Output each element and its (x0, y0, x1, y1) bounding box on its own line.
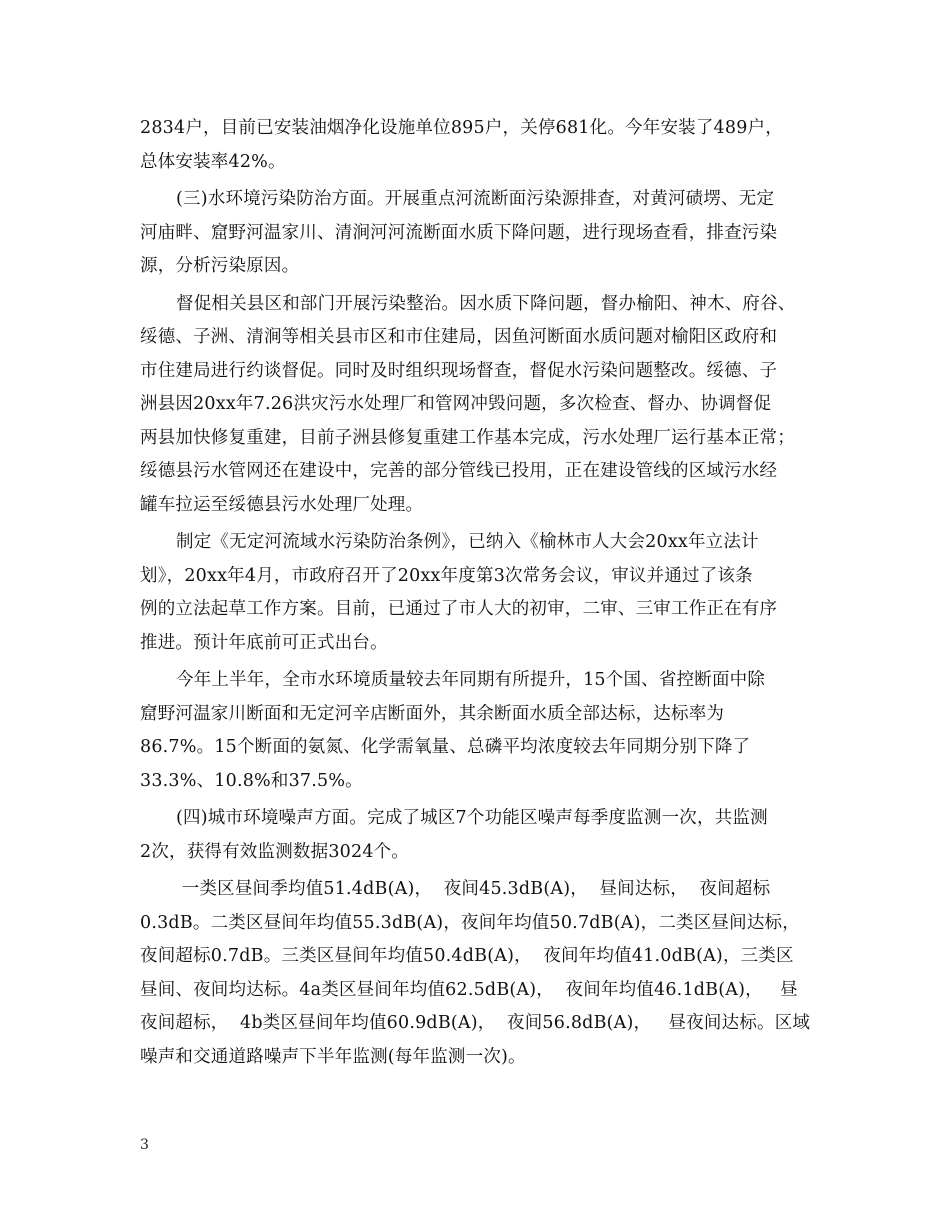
text-line: 绥德县污水管网还在建设中，完善的部分管线已投用，正在建设管线的区域污水经 (140, 461, 778, 481)
text-line: 例的立法起草工作方案。目前，已通过了市人大的初审，二审、三审工作正在有序 (140, 599, 778, 619)
text-line: 罐车拉运至绥德县污水处理厂处理。 (140, 494, 424, 515)
text-line: (四)城市环境噪声方面。完成了城区7个功能区噪声每季度监测一次，共监测 (176, 808, 768, 828)
text-line: 今年上半年，全市水环境质量较去年同期有所提升，15个国、省控断面中除 (176, 670, 766, 690)
body-text (140, 112, 830, 1078)
text-line: 总体安装率42%。 (140, 151, 286, 172)
text-line: 源，分析污染原因。 (140, 256, 300, 276)
text-line: 河庙畔、窟野河温家川、清涧河河流断面水质下降问题，进行现场查看，排查污染 (140, 222, 778, 243)
text-line: 33.3%、10.8%和37.5%。 (140, 770, 363, 791)
text-line: 0.3dB。二类区昼间年均值55.3dB(A)，夜间年均值50.7dB(A)，二类区昼间达标， (140, 912, 800, 933)
text-line: 昼间、夜间均达标。4a类区昼间年均值62.5dB(A)， 夜间年均值46.1dB(A)， 昼 (140, 979, 798, 1000)
text-line: 两县加快修复重建，目前子洲县修复重建工作基本完成，污水处理厂运行基本正常； (140, 427, 795, 448)
text-line: 噪声和交通道路噪声下半年监测(每年监测一次)。 (140, 1046, 526, 1067)
paragraph-1 (140, 112, 830, 179)
text-line: 夜间超标0.7dB。三类区昼间年均值50.4dB(A)， 夜间年均值41.0dB(A)，三类区 (140, 946, 794, 966)
text-line: 绥德、子洲、清涧等相关县市区和市住建局，因鱼河断面水质问题对榆阳区政府和 (140, 327, 778, 347)
text-line: 2834户，目前已安装油烟净化设施单位895户，关停681化。今年安装了489户， (140, 118, 783, 138)
paragraph-supervision (140, 288, 830, 523)
text-line: 2次，获得有效监测数据3024个。 (140, 841, 410, 862)
text-line: 86.7%。15个断面的氨氮、化学需氧量、总磷平均浓度较去年同期分别下降了 (140, 737, 751, 757)
paragraph-water-quality (140, 664, 830, 798)
paragraph-regulation (140, 526, 830, 660)
text-line: 夜间超标， 4b类区昼间年均值60.9dB(A)， 夜间56.8dB(A)， 昼夜间达标。区域 (140, 1013, 811, 1033)
text-line: 划》，20xx年4月，市政府召开了20xx年度第3次常务会议，审议并通过了该条 (140, 565, 753, 586)
paragraph-noise-section (140, 802, 830, 869)
text-line: (三)水环境污染防治方面。开展重点河流断面污染源排查，对黄河碛塄、无定 (176, 189, 775, 209)
text-line: 洲县因20xx年7.26洪灾污水处理厂和管网冲毁问题，多次检查、督办、协调督促 (140, 394, 772, 414)
text-line: 市住建局进行约谈督促。同时及时组织现场督查，督促水污染问题整改。绥德、子 (140, 360, 778, 381)
text-line: 制定《无定河流域水污染防治条例》，已纳入《榆林市人大会20xx年立法计 (176, 532, 759, 552)
text-line: 推进。预计年底前可正式出台。 (140, 632, 388, 653)
text-line: 窟野河温家川断面和无定河辛店断面外，其余断面水质全部达标，达标率为 (140, 703, 725, 724)
paragraph-water-section (140, 183, 830, 284)
text-line: 督促相关县区和部门开展污染整治。因水质下降问题，督办榆阳、神木、府谷、 (176, 293, 796, 314)
page-number: 3 (140, 1137, 149, 1153)
paragraph-noise-values (140, 873, 830, 1074)
text-line: 一类区昼间季均值51.4dB(A)， 夜间45.3dB(A)， 昼间达标， 夜间超标 (176, 879, 771, 899)
